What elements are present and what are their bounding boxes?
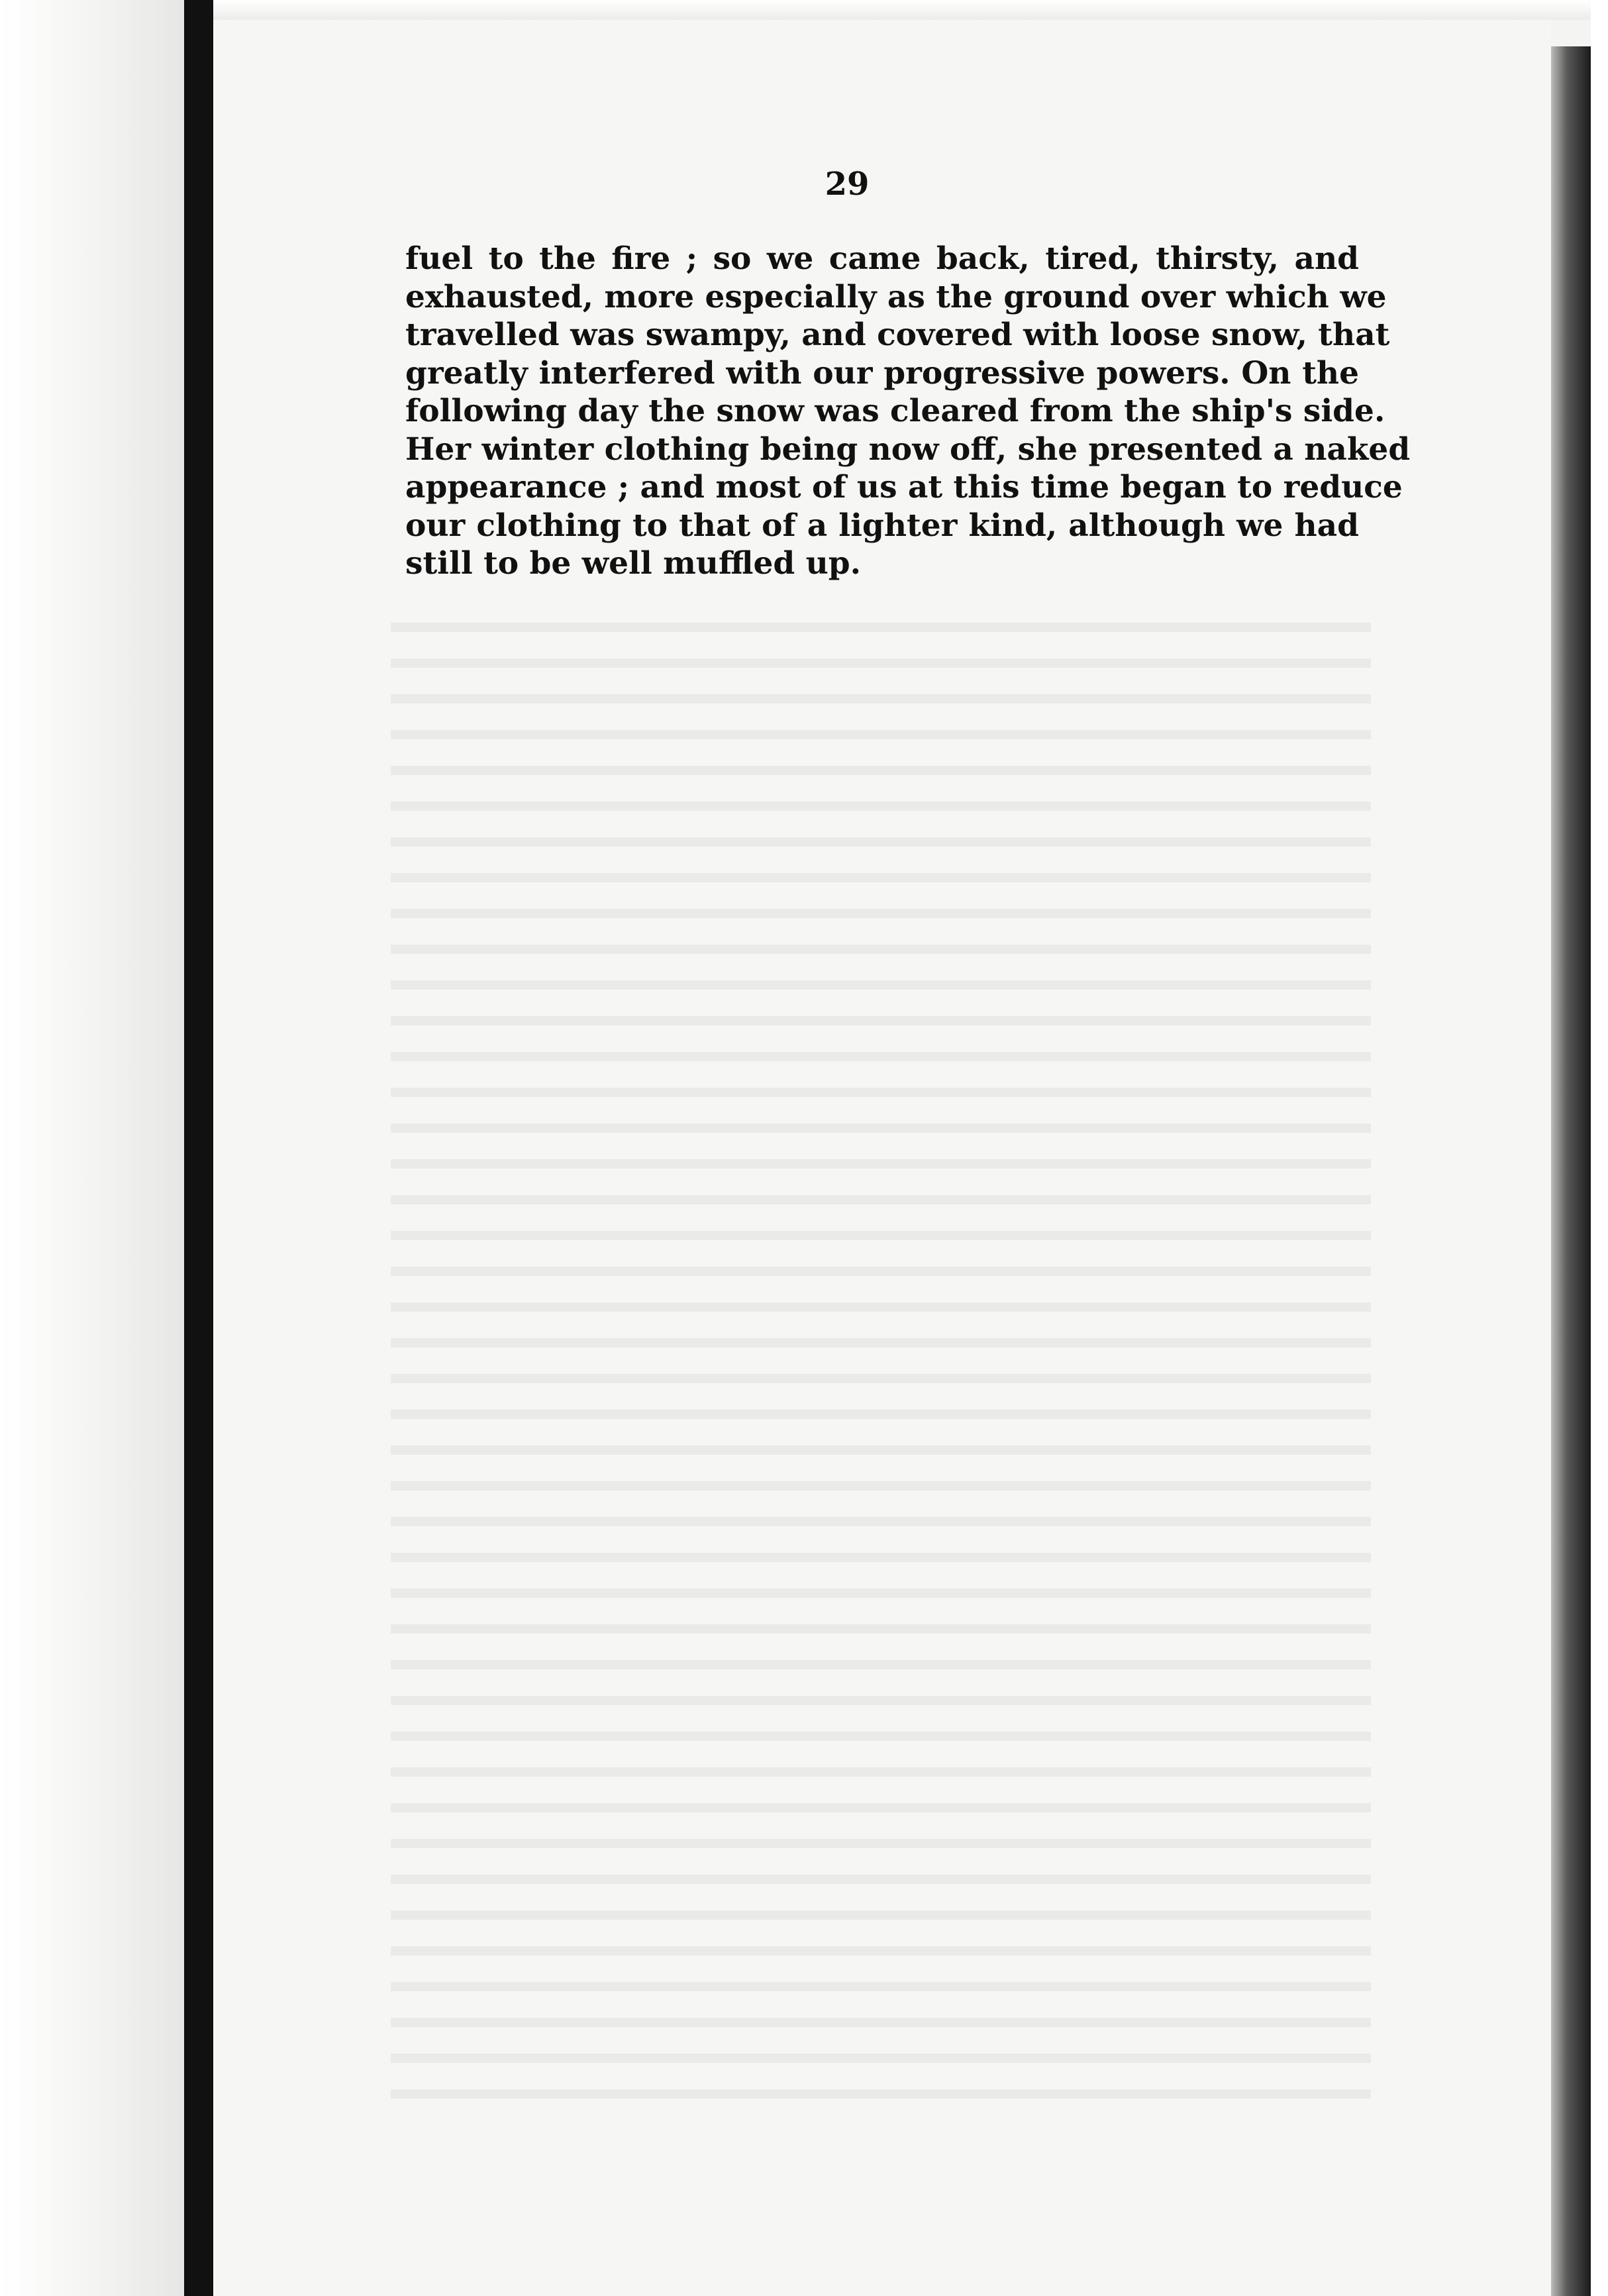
text-line: Her winter clothing being now off, she presented a naked (405, 431, 1411, 468)
page-top-edge (213, 0, 1608, 20)
text-line: our clothing to that of a lighter kind, although we had (405, 507, 1359, 544)
book-gutter (184, 0, 213, 2296)
text-line: following day the snow was cleared from the ship's side. (405, 393, 1385, 429)
page-number: 29 (825, 166, 870, 203)
scan-margin (1591, 0, 1608, 2296)
show-through-texture (391, 596, 1371, 2107)
text-line: fuel to the fire ; so we came back, tired, thirsty, and (405, 240, 1359, 277)
text-line: appearance ; and most of us at this time began to reduce (405, 469, 1403, 505)
text-line: exhausted, more especially as the ground over which we (405, 278, 1387, 315)
facing-page-edge (0, 0, 184, 2296)
book-fore-edge (1551, 46, 1591, 2296)
body-paragraph (405, 240, 1411, 583)
text-line: greatly interfered with our progressive powers. On the (405, 354, 1359, 391)
text-line: still to be well muffled up. (405, 545, 861, 582)
text-line: travelled was swampy, and covered with loose snow, that (405, 317, 1390, 353)
